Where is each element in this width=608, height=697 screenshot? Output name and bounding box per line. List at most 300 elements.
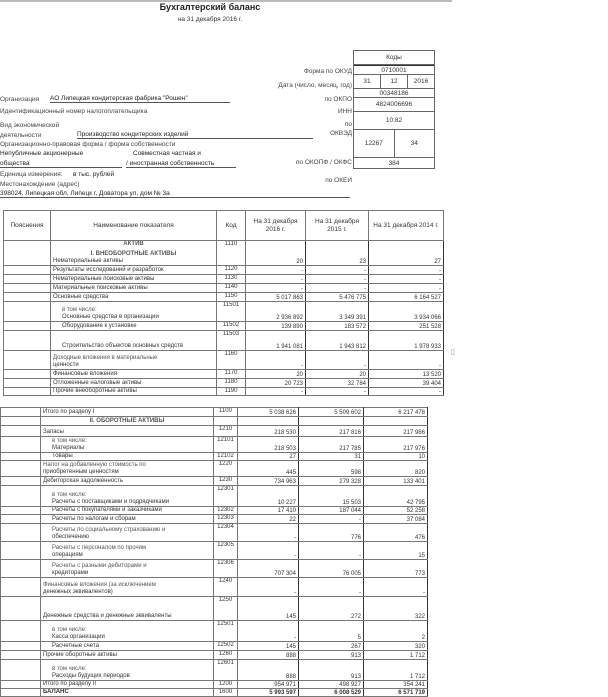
okfs-code: 34 [410,140,418,147]
value-2014: 820 [364,461,428,477]
indicator-cell [51,331,217,351]
code-cell: 1100 [214,408,238,417]
value-2016: - [238,621,299,642]
value-2015: 5 476 775 [306,293,369,302]
indicator-cell [41,477,214,486]
code-cell: 1230 [214,477,238,486]
value-2014: 476 [364,524,428,542]
value-2014: 13 520 [369,370,444,379]
indicator-cell [41,486,214,507]
value-2014 [364,417,428,426]
indicator-name: Расчетные счета [52,643,99,649]
value-2014: 6 164 527 [369,293,444,302]
col-notes: Пояснения [4,211,51,241]
value-2015: 598 [299,461,364,477]
value-2015: - [299,515,364,524]
indicator-cell [41,578,214,597]
code-cell: 1140 [217,284,246,293]
value-2016: 20 [246,370,306,379]
table-row [4,275,444,284]
value-2014: 6 571 719 [364,689,428,697]
table-row [1,408,428,417]
table-row [4,302,444,322]
value-2016: - [246,275,306,284]
notes-cell [1,524,41,542]
notes-cell [1,453,41,461]
indicator-subtext: в том числе: [52,666,87,672]
value-2015: 5 509 602 [299,408,364,417]
date-day: 31 [354,75,381,88]
value-2016: - [246,388,306,396]
org-name: АО Липецкая кондитерская фабрика "Рошен" [50,95,230,103]
code-cell: 12303 [214,515,238,524]
indicator-cell [51,241,217,266]
indicator-subtext: в том числе: [52,492,87,498]
section-heading: II. ОБОРОТНЫЕ АКТИВЫ [89,418,165,424]
indicator-cell [51,302,217,322]
value-2016: - [238,542,299,560]
ownership-2: / иностранная собственность [126,160,236,168]
indicator-cell [51,351,217,370]
value-2015: 23 [306,241,369,266]
date-year: 2016 [413,78,429,85]
indicator-cell [51,322,217,331]
code-cell: 1600 [214,689,238,697]
value-2015: 776 [299,524,364,542]
value-2016: 445 [238,461,299,477]
code-cell: 1110 [217,241,246,266]
indicator-name: Расходы будущих периодов [52,673,130,679]
indicator-cell [51,284,217,293]
indicator-name: Итого по разделу I [43,409,95,415]
code-cell: 1200 [214,681,238,689]
okud-label: Форма по ОКУД [303,68,352,75]
value-2014: 42 795 [364,486,428,507]
indicator-cell [51,388,217,396]
code-cell: 12304 [214,524,238,542]
legal-form-2: общества [0,160,122,168]
table-row [1,461,428,477]
indicator-name: ценности [53,362,79,368]
value-2016: 954 971 [238,681,299,689]
code-cell: 12302 [214,507,238,515]
okopf-label: по ОКОПФ / ОКФС [295,159,352,166]
code-cell: 11503 [217,331,246,351]
indicator-cell [41,642,214,651]
okud-code: 0710001 [354,65,434,75]
table-row [1,507,428,515]
value-2015: 279 328 [299,477,364,486]
value-2014: 320 [364,642,428,651]
value-2015: - [299,578,364,597]
unit: в тыс. рублей [73,171,115,178]
indicator-name: Прочие внеоборотные активы [53,388,137,394]
notes-cell [4,351,51,370]
value-2015: 5 [299,621,364,642]
value-2014: 1 712 [364,660,428,681]
indicator-cell [41,651,214,660]
code-cell: 1170 [217,370,246,379]
value-2016: 22 [238,515,299,524]
indicator-subtext: Доходные вложения в материальные [53,355,158,361]
address: 398024, Липецкая обл, Липецк г, Доватора ул, дом № 3а [0,190,350,198]
table-row [1,578,428,597]
table-row [4,351,444,370]
indicator-cell [41,461,214,477]
section-heading: I. ВНЕОБОРОТНЫЕ АКТИВЫ [90,251,177,257]
table-row [4,293,444,302]
indicator-subtext: в том числе: [52,438,87,444]
value-2014: - [364,578,428,597]
table-row [4,379,444,388]
indicator-cell [51,370,217,379]
table-row [1,689,428,697]
value-2016: 27 [238,453,299,461]
table-row [4,284,444,293]
value-2014: 2 [364,621,428,642]
table-row [1,515,428,524]
table-row [1,660,428,681]
indicator-name: обеспечению [52,534,90,540]
value-2015: 76 005 [299,560,364,578]
indicator-name: Материальные поисковые активы [53,285,148,291]
value-2015: 31 [299,453,364,461]
value-2014: 217 976 [364,437,428,453]
notes-cell [1,477,41,486]
indicator-cell [51,266,217,275]
value-2015: 183 572 [306,322,369,331]
value-2016: 1 941 081 [246,331,306,351]
indicator-name: Расчеты с покупателями и заказчиками [52,507,162,513]
indicator-name: кредиторами [52,570,89,576]
indicator-subtext: Финансовые вложения (за исключением [43,582,156,588]
indicator-cell [41,560,214,578]
indicator-name: Материалы [52,445,85,451]
notes-cell [4,302,51,322]
notes-cell [4,293,51,302]
indicator-name: Денежные средства и денежные эквиваленты [43,613,172,619]
code-cell: 11501 [217,302,246,322]
value-2016: 2 936 892 [246,302,306,322]
value-2016: 145 [238,642,299,651]
col-code: Код [217,211,246,241]
value-2015: 272 [299,597,364,621]
value-2016: - [238,578,299,597]
col-2016: На 31 декабря 2016 г. [246,211,306,241]
table-row [4,388,444,396]
indicator-name: Основные средства [53,294,109,300]
indicator-name: Строительство объектов основных средств [62,343,184,349]
address-label: Местонахождение (адрес) [0,181,80,188]
value-2016: 734 963 [238,477,299,486]
codes-box [353,50,435,169]
unit-label: Единица измерения: [0,171,63,178]
value-2016: 20 [246,241,306,266]
value-2014: 773 [364,560,428,578]
ownership-1: Совместная частная и [133,150,201,157]
value-2015: 187 044 [299,507,364,515]
code-cell: 1240 [214,578,238,597]
value-2015: - [306,351,369,370]
indicator-name: Прочие оборотные активы [43,652,117,658]
balance-table-assets-noncurrent [3,210,444,396]
inn-label-text: Идентификационный номер налогоплательщика [0,108,148,115]
indicator-cell [41,621,214,642]
scan-mark: ▯ [451,349,455,356]
value-2014: - [369,275,444,284]
activity-label-2: деятельности [0,132,42,139]
notes-cell [4,241,51,266]
notes-cell [4,388,51,396]
value-2015: 3 349 391 [306,302,369,322]
value-2016: 5 993 597 [238,689,299,697]
notes-cell [4,370,51,379]
notes-cell [1,437,41,453]
indicator-name: операциям [52,552,83,558]
notes-cell [1,660,41,681]
indicator-name: приобретенным ценностям [43,469,119,475]
notes-cell [1,426,41,437]
indicator-subtext: в том числе: [62,307,97,313]
code-cell: 12601 [214,660,238,681]
indicator-cell [51,275,217,284]
notes-cell [1,486,41,507]
indicator-name: Оборудование к установке [62,323,137,329]
value-2014: 37 084 [364,515,428,524]
indicator-name: БАЛАНС [43,689,69,695]
notes-cell [1,597,41,621]
indicator-subtext: Расчеты по социальному страхованию и [52,527,166,533]
table-row [4,322,444,331]
value-2016: 707 304 [238,560,299,578]
value-2016: - [246,284,306,293]
okei-label: по ОКЕИ [325,177,352,184]
notes-cell [1,651,41,660]
table-row [4,241,444,266]
indicator-name: Результаты исследований и разработок [53,267,164,273]
notes-cell [4,284,51,293]
indicator-cell [41,689,214,697]
col-2014: На 31 декабря 2014 г. [369,211,444,241]
table-row [1,542,428,560]
value-2016: 218 530 [238,426,299,437]
col-indicator: Наименование показателя [51,211,217,241]
org-label: Организация [0,96,40,103]
value-2016: 888 [238,660,299,681]
value-2016: 218 503 [238,437,299,453]
value-2015: 1 943 812 [306,331,369,351]
value-2014: 133 401 [364,477,428,486]
value-2015 [299,417,364,426]
date-label: Дата (число, месяц, год) [278,82,352,89]
okved-code: 10.82 [354,112,434,130]
code-cell: 12305 [214,542,238,560]
activity: Производство кондитерских изделий [77,131,313,139]
value-2016: 17 410 [238,507,299,515]
indicator-cell [41,515,214,524]
notes-cell [4,322,51,331]
value-2014: 15 [364,542,428,560]
balance-table-assets-current [0,407,428,697]
indicator-name: Дебиторская задолженность [43,478,123,484]
table-header-row [4,211,444,241]
value-2016: 5 038 626 [238,408,299,417]
indicator-name: Нематериальные поисковые активы [53,276,155,282]
legal-form-label: Организационно-правовая форма / форма собственности [0,141,176,148]
notes-cell [1,578,41,597]
value-2016: 145 [238,597,299,621]
value-2014: 251 528 [369,322,444,331]
indicator-cell [41,408,214,417]
value-2016: 5 017 863 [246,293,306,302]
code-cell [214,417,238,426]
value-2015: 32 784 [306,379,369,388]
code-cell: 1260 [214,651,238,660]
value-2014: - [369,351,444,370]
value-2014: 27 [369,241,444,266]
value-2014: 354 241 [364,681,428,689]
value-2014: 6 217 478 [364,408,428,417]
notes-cell [1,408,41,417]
notes-cell [1,689,41,697]
value-2014: - [369,284,444,293]
indicator-subtext: Налог на добавленную стоимость по [43,462,146,468]
value-2016: - [246,351,306,370]
col-2015: На 31 декабря 2015 г. [306,211,369,241]
indicator-cell [51,293,217,302]
code-cell: 1190 [217,388,246,396]
value-2015: 217 785 [299,437,364,453]
code-cell: 11502 [217,322,246,331]
indicator-name: денежных эквивалентов) [43,589,113,595]
indicator-name: Товары [52,453,73,459]
value-2015: 20 [306,370,369,379]
table-row [4,331,444,351]
notes-cell [1,621,41,642]
table-row [1,453,428,461]
indicator-name: Финансовые вложения [53,371,117,377]
indicator-name: Запасы [43,429,64,435]
table-row [1,651,428,660]
okpo-label: по ОКПО [324,96,352,103]
indicator-cell [41,507,214,515]
table-row [1,621,428,642]
indicator-cell [41,524,214,542]
value-2016: 888 [238,651,299,660]
okved-label-1: по [344,121,352,128]
section-heading: АКТИВ [123,241,144,247]
code-cell: 12101 [214,437,238,453]
table-row [1,560,428,578]
notes-cell [4,379,51,388]
table-row [1,486,428,507]
notes-cell [4,266,51,275]
okpo-code: 00348186 [354,89,434,98]
value-2015: 267 [299,642,364,651]
okei-code: 384 [388,159,400,167]
indicator-name: Итого по разделу II [43,681,97,687]
table-row [1,426,428,437]
indicator-cell [41,681,214,689]
code-cell: 1220 [214,461,238,477]
code-cell: 1210 [214,426,238,437]
indicator-cell [41,417,214,426]
code-cell: 1120 [217,266,246,275]
notes-cell [1,681,41,689]
notes-cell [1,507,41,515]
codes-title: Коды [354,51,434,65]
value-2016: 10 227 [238,486,299,507]
notes-cell [1,642,41,651]
value-2015: - [306,388,369,396]
indicator-subtext: в том числе: [52,627,87,633]
code-cell: 1250 [214,597,238,621]
value-2015: - [299,542,364,560]
code-cell: 1150 [217,293,246,302]
value-2015: 498 927 [299,681,364,689]
value-2015: - [306,284,369,293]
table-row [1,642,428,651]
indicator-cell [41,597,214,621]
value-2014: 3 934 066 [369,302,444,322]
code-cell: 1130 [217,275,246,284]
table-row [1,437,428,453]
legal-form-1: Непубличные акционерные [0,150,84,157]
value-2014: 10 [364,453,428,461]
notes-cell [1,461,41,477]
indicator-cell [41,542,214,560]
indicator-name: Нематериальные активы [53,258,123,264]
activity-label-1: Вид экономической [0,122,60,129]
value-2014: 39 404 [369,379,444,388]
value-2014: - [369,388,444,396]
notes-cell [1,515,41,524]
okved-label-2: ОКВЭД [329,130,352,137]
indicator-name: Касса организации [52,634,105,640]
code-cell: 1180 [217,379,246,388]
indicator-cell [51,379,217,388]
indicator-cell [41,426,214,437]
value-2015: 15 503 [299,486,364,507]
table-row [4,266,444,275]
date-month: 12 [381,75,408,88]
table-row [4,370,444,379]
value-2015: - [306,266,369,275]
table-row [1,597,428,621]
document-date: на 31 декабря 2016 г. [177,16,243,23]
value-2015: 913 [299,651,364,660]
inn-code: 4824006696 [354,98,434,112]
value-2014: 322 [364,597,428,621]
indicator-name: Расчеты с поставщиками и подрядчиками [52,499,170,505]
value-2014: 1 978 933 [369,331,444,351]
inn-label: ИНН [337,108,352,115]
table-row [1,477,428,486]
value-2016: - [246,266,306,275]
indicator-cell [41,660,214,681]
value-2015: - [306,275,369,284]
code-cell: 12501 [214,621,238,642]
code-cell: 12301 [214,486,238,507]
indicator-name: Расчеты по налогам и сборам [52,516,136,522]
indicator-name: Основные средства в организации [62,314,159,320]
table-row [1,681,428,689]
table-row [1,524,428,542]
notes-cell [1,560,41,578]
code-cell: 1160 [217,351,246,370]
notes-cell [4,331,51,351]
code-cell: 12306 [214,560,238,578]
